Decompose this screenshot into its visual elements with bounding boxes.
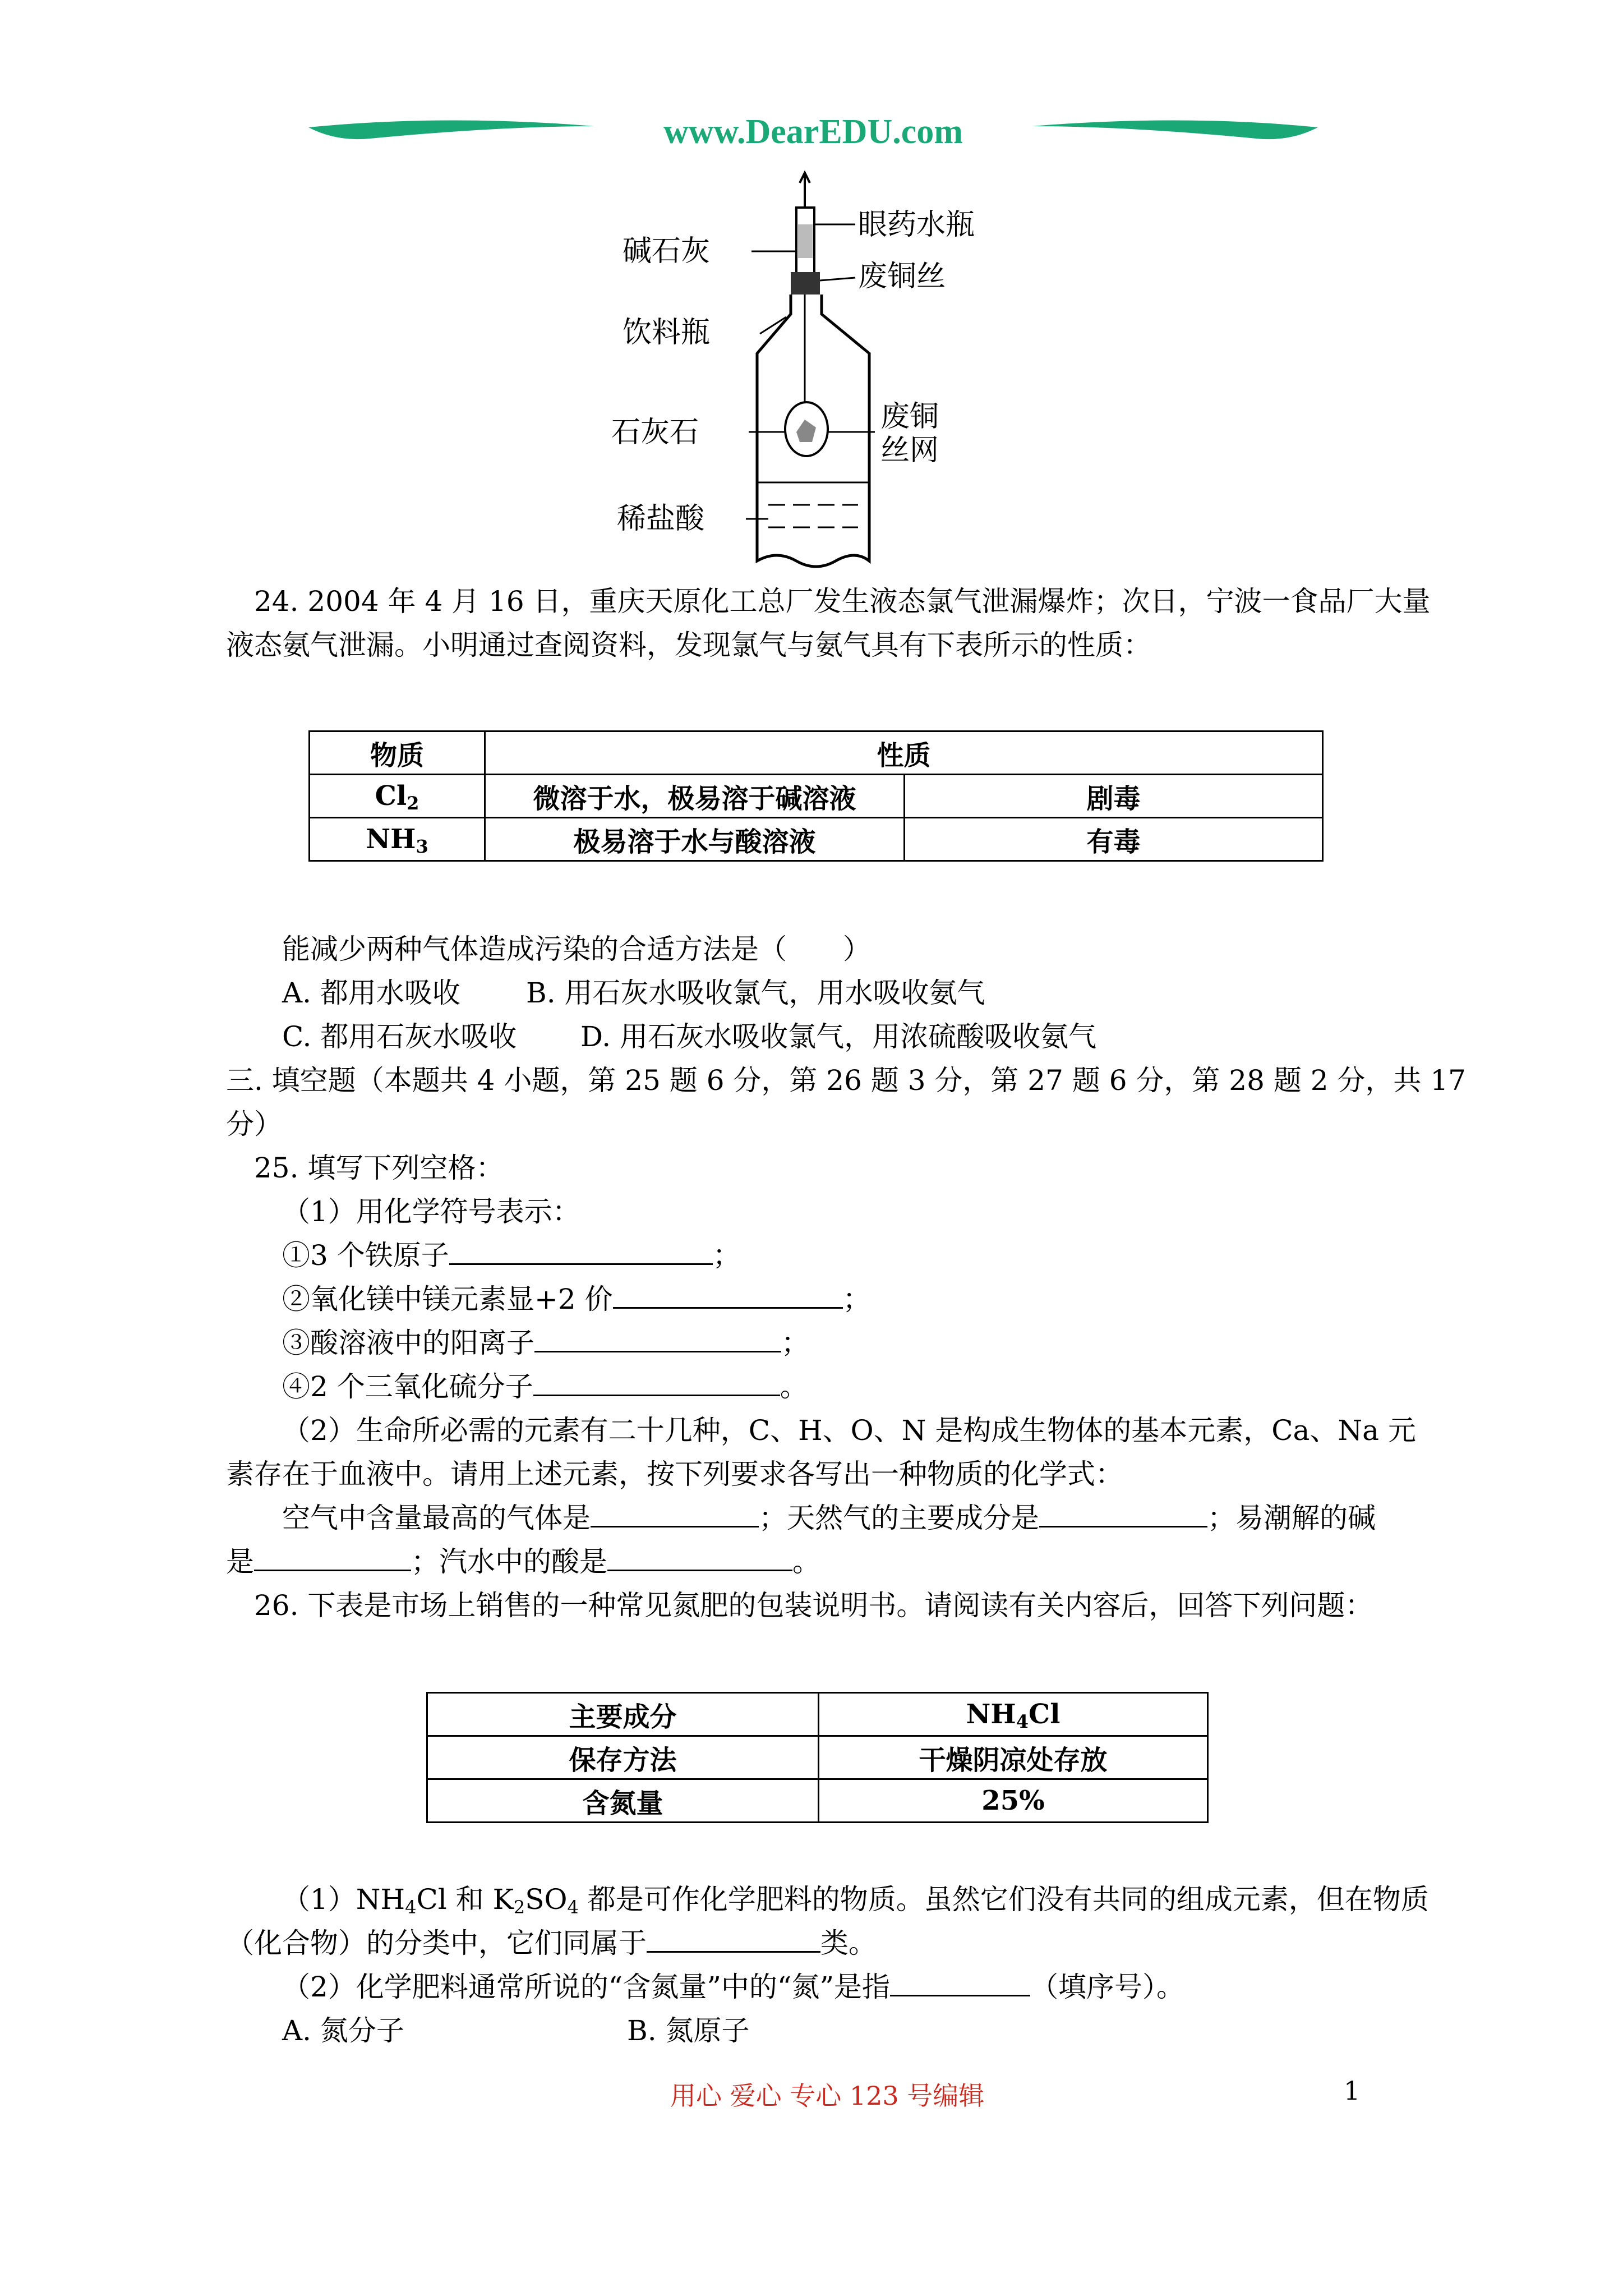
page-number: 1 [1344,2076,1361,2106]
table-row [427,1779,1208,1823]
apparatus-diagram [611,168,993,572]
table-row [310,775,1323,818]
label-waste-copper-mesh-2: 丝网 [880,434,939,467]
header-swoosh-right [1032,120,1318,139]
q25-fill-line-1: 空气中含量最高的气体是 ；天然气的主要成分是 ；易潮解的碱 [282,1500,1376,1536]
q24-option-c: C. 都用石灰水吸收 [282,1020,517,1053]
answer-blank[interactable] [534,1325,781,1352]
table-cell-substance: $NH_3$ [310,818,485,861]
table-cell-property: 微溶于水，极易溶于碱溶液 [485,775,905,818]
label-dilute-hcl: 稀盐酸 [617,502,705,536]
q25-item-3: ③酸溶液中的阳离子 ； [282,1325,809,1361]
table-cell-label: 主要成分 [427,1693,819,1736]
q25-part1: （1）用化学符号表示： [282,1195,580,1228]
label-waste-copper-wire: 废铜丝 [858,260,946,293]
copper-wire-coil [791,272,820,295]
answer-blank[interactable] [1039,1500,1207,1527]
q24-stem-line-1: 24. 2004 年 4 月 16 日，重庆天原化工总厂发生液态氯气泄漏爆炸；次日，宁波一食品厂大量 [254,585,1431,618]
q25-item-2: ②氧化镁中镁元素显+2 价 ； [282,1281,871,1317]
q26-stem: 26. 下表是市场上销售的一种常见氮肥的包装说明书。请阅读有关内容后，回答下列问题： [254,1589,1373,1622]
answer-blank[interactable] [647,1925,820,1953]
footer-note: 用心 爱心 专心 123 号编辑 [670,2081,985,2111]
table-cell-value: 干燥阴凉处存放 [819,1736,1208,1779]
section3-title-line-2: 分） [226,1108,282,1140]
q26-fertilizer-table [426,1692,1209,1823]
table-row [310,818,1323,861]
q25-title: 25. 填写下列空格： [254,1152,504,1184]
table-cell-value: 25% [819,1779,1208,1823]
q24-option-a: A. 都用水吸收 [282,977,460,1009]
table-row [427,1736,1208,1779]
answer-blank[interactable] [607,1544,792,1571]
table-cell-label: 保存方法 [427,1736,819,1779]
q24-stem-line-2: 液态氨气泄漏。小明通过查阅资料，发现氯气与氨气具有下表所示的性质： [226,629,1151,661]
header-swoosh-left [308,120,594,139]
q25-item-1: ①3 个铁原子 ； [282,1237,741,1273]
table-cell-label: 含氮量 [427,1779,819,1823]
table-header-property: 性质 [485,731,1323,775]
q26-part1-line-2: （化合物）的分类中，它们同属于 类。 [226,1925,877,1961]
site-title: www.DearEDU.com [663,113,963,151]
label-drink-bottle: 饮料瓶 [623,316,711,349]
table-cell-substance: $Cl_2$ [310,775,485,818]
soda-lime-fill [798,224,813,258]
q24-option-d: D. 用石灰水吸收氯气，用浓硫酸吸收氨气 [580,1020,1097,1053]
answer-blank[interactable] [613,1281,843,1309]
q26-part2: （2）化学肥料通常所说的“含氮量”中的“氮”是指 （填序号）。 [282,1969,1184,2005]
q26-part1-line-1: $(1)NH_4Cl$ 和 $K_2SO_4$ 都是可作化学肥料的物质。虽然它们没有共同的组成元素，但在物质 [282,1883,1429,1918]
table-cell-value: $NH_4Cl$ [819,1693,1208,1736]
q25-item-4: ④2 个三氧化硫分子 。 [282,1369,808,1405]
section3-title-line-1: 三. 填空题（本题共 4 小题，第 25 题 6 分，第 26 题 3 分，第 27 题 6 分，第 28 题 2 分，共 17 [226,1064,1466,1097]
q26-option-b: B. 氮原子 [627,2014,750,2047]
answer-blank[interactable] [449,1237,713,1265]
table-header-substance: 物质 [310,731,485,775]
label-soda-lime: 碱石灰 [623,234,711,268]
q25-fill-line-2: 是 ；汽水中的酸是 。 [226,1544,820,1580]
table-row [427,1693,1208,1736]
answer-blank[interactable] [254,1544,411,1571]
header-banner [303,109,1324,171]
label-eye-drop-bottle: 眼药水瓶 [858,208,975,242]
q25-part2-line-1: （2）生命所必需的元素有二十几种，C、H、O、N 是构成生物体的基本元素，Ca、Na 元 [282,1414,1416,1447]
answer-blank[interactable] [591,1500,759,1527]
table-cell-toxicity: 剧毒 [905,775,1323,818]
label-waste-copper-mesh-1: 废铜 [880,400,939,434]
answer-blank[interactable] [890,1969,1030,1996]
answer-blank[interactable] [533,1369,780,1396]
table-cell-toxicity: 有毒 [905,818,1323,861]
q24-option-b: B. 用石灰水吸收氯气，用水吸收氨气 [526,977,985,1009]
label-limestone: 石灰石 [611,416,699,449]
table-cell-property: 极易溶于水与酸溶液 [485,818,905,861]
q25-part2-line-2: 素存在于血液中。请用上述元素，按下列要求各写出一种物质的化学式： [226,1458,1123,1490]
q24-question: 能减少两种气体造成污染的合适方法是（ ） [282,933,871,965]
q26-option-a: A. 氮分子 [282,2014,404,2047]
q24-property-table [308,730,1324,862]
